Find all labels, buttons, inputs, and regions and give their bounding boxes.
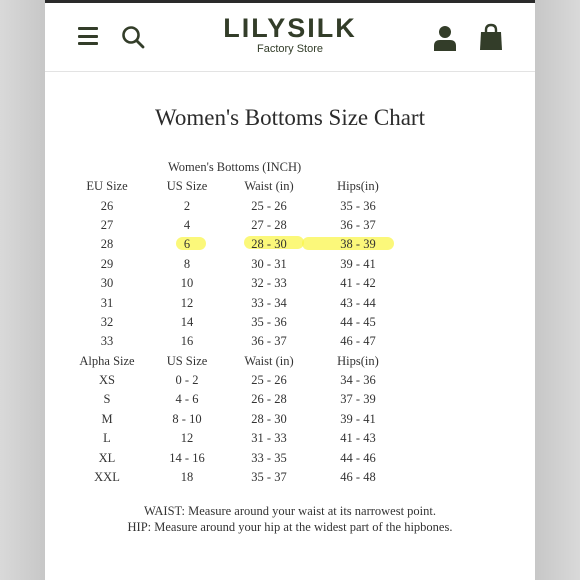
table-cell: L xyxy=(103,431,111,446)
table-cell: 33 - 34 xyxy=(251,295,287,310)
table-cell: XXL xyxy=(94,470,120,485)
table-cell: 4 - 6 xyxy=(175,392,199,407)
table-cell: 35 - 36 xyxy=(340,198,376,213)
table-cell: 41 - 42 xyxy=(340,276,376,291)
table-cell: 28 - 30 xyxy=(251,237,287,252)
table-cell: 18 xyxy=(180,470,194,485)
waist-note: WAIST: Measure around your waist at its narrowest point. xyxy=(143,504,437,518)
account-icon[interactable] xyxy=(433,25,457,51)
table-cell: 26 - 28 xyxy=(251,392,287,407)
measurement-notes xyxy=(45,504,535,535)
table-cell: 35 - 37 xyxy=(251,470,287,485)
table-cell: 2 xyxy=(183,198,191,213)
table-cell: 36 - 37 xyxy=(251,334,287,349)
table-cell: Hips(in) xyxy=(337,179,379,194)
size-table xyxy=(66,177,404,487)
size-chart-title: Women's Bottoms Size Chart xyxy=(155,105,425,130)
table-cell: 32 xyxy=(100,314,114,329)
table-cell: 37 - 39 xyxy=(340,392,376,407)
alpha-header-row xyxy=(66,352,404,371)
table-cell: 12 xyxy=(180,295,194,310)
table-cell: 25 - 26 xyxy=(251,198,287,213)
table-cell: M xyxy=(101,411,113,426)
table-cell: 26 xyxy=(100,198,114,213)
eu-size-row xyxy=(66,255,404,274)
table-cell: 14 - 16 xyxy=(169,450,205,465)
table-cell: Waist (in) xyxy=(244,179,294,194)
eu-size-row xyxy=(66,293,404,312)
table-cell: 12 xyxy=(180,431,194,446)
table-cell: 29 xyxy=(100,256,114,271)
table-cell: 33 - 35 xyxy=(251,450,287,465)
eu-size-row xyxy=(66,332,404,351)
hip-note: HIP: Measure around your hip at the widest part of the hipbones. xyxy=(127,519,453,534)
table-cell: 25 - 26 xyxy=(251,373,287,388)
table-cell: Hips(in) xyxy=(337,353,379,368)
table-cell: 8 xyxy=(183,256,191,271)
left-letterbox xyxy=(0,0,45,580)
alpha-size-row xyxy=(66,390,404,409)
table-cell: 28 - 30 xyxy=(251,411,287,426)
table-cell: 44 - 45 xyxy=(340,314,376,329)
table-cell: 44 - 46 xyxy=(340,450,376,465)
table-cell: 39 - 41 xyxy=(340,411,376,426)
right-letterbox xyxy=(535,0,580,580)
eu-size-row xyxy=(66,235,404,254)
table-cell: 36 - 37 xyxy=(340,217,376,232)
table-cell: 33 xyxy=(100,334,114,349)
table-cell: 31 xyxy=(100,295,114,310)
table-cell: Alpha Size xyxy=(79,353,135,368)
table-cell: 28 xyxy=(100,237,114,252)
table-cell: 32 - 33 xyxy=(251,276,287,291)
alpha-size-row xyxy=(66,371,404,390)
table-cell: EU Size xyxy=(86,179,128,194)
table-cell: 46 - 47 xyxy=(340,334,376,349)
eu-size-row xyxy=(66,216,404,235)
brand-subtitle: Factory Store xyxy=(256,43,324,55)
table-cell: XL xyxy=(98,450,116,465)
table-cell: 10 xyxy=(180,276,194,291)
table-cell: 0 - 2 xyxy=(175,373,199,388)
table-cell: 35 - 36 xyxy=(251,314,287,329)
table-cell: 16 xyxy=(180,334,194,349)
table-cell: 30 xyxy=(100,276,114,291)
alpha-size-row xyxy=(66,468,404,487)
table-cell: 46 - 48 xyxy=(340,470,376,485)
alpha-size-row xyxy=(66,429,404,448)
eu-size-row xyxy=(66,313,404,332)
table-cell: 30 - 31 xyxy=(251,256,287,271)
alpha-size-row xyxy=(66,410,404,429)
table-cell: Waist (in) xyxy=(244,353,294,368)
eu-size-row xyxy=(66,274,404,293)
table-cell: 34 - 36 xyxy=(340,373,376,388)
table-cell: 4 xyxy=(183,217,191,232)
table-cell: US Size xyxy=(166,353,208,368)
table-cell: 39 - 41 xyxy=(340,256,376,271)
table-cell: 41 - 43 xyxy=(340,431,376,446)
table-cell: 14 xyxy=(180,314,194,329)
site-header xyxy=(45,3,535,72)
table-cell: US Size xyxy=(166,179,208,194)
table-cell: 6 xyxy=(183,237,191,252)
eu-size-row xyxy=(66,196,404,215)
table-cell: 27 xyxy=(100,217,114,232)
table-cell: XS xyxy=(99,373,115,388)
table-cell: S xyxy=(103,392,111,407)
shopping-bag-icon[interactable] xyxy=(479,23,503,51)
size-chart-caption: Women's Bottoms (INCH) xyxy=(168,160,302,174)
table-cell: 8 - 10 xyxy=(172,411,202,426)
table-cell: 38 - 39 xyxy=(340,237,376,252)
alpha-size-row xyxy=(66,448,404,467)
eu-header-row xyxy=(66,177,404,196)
table-cell: 27 - 28 xyxy=(251,217,287,232)
table-cell: 43 - 44 xyxy=(340,295,376,310)
brand-logo[interactable]: LILYSILK xyxy=(223,13,357,43)
table-cell: 31 - 33 xyxy=(251,431,287,446)
